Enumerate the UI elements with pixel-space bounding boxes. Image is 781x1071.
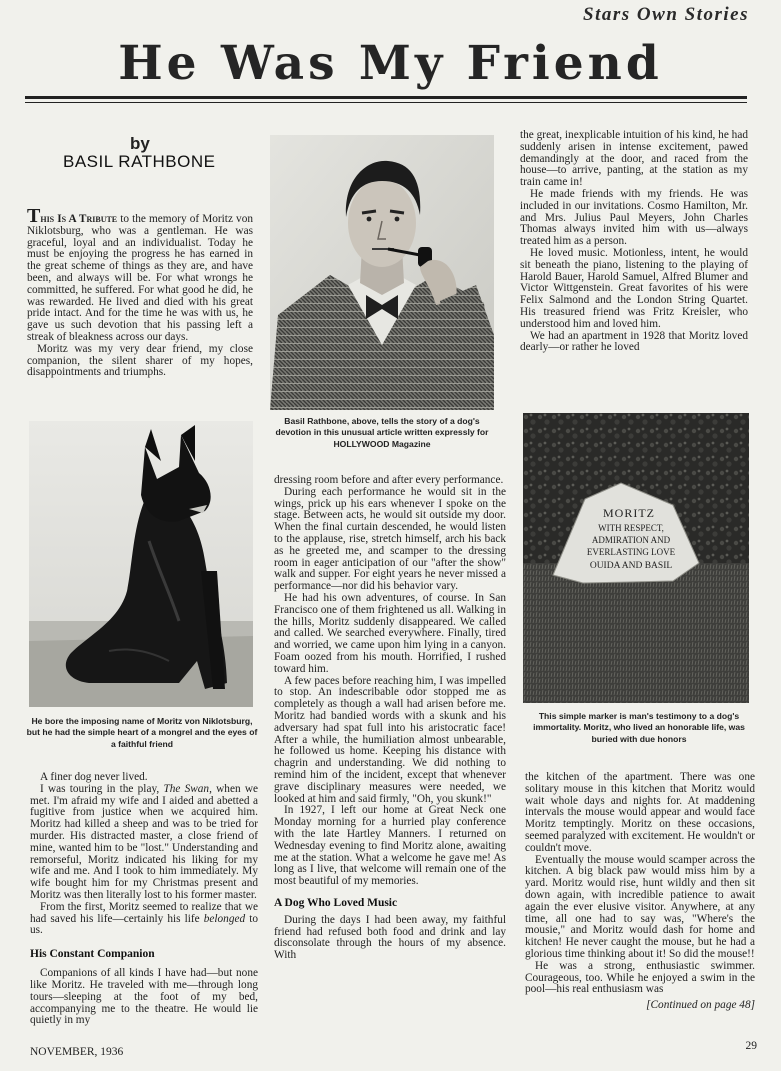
portrait-caption: Basil Rathbone, above, tells the story of a dog's devotion in this unusual article written expressly for HOLLYWOOD Magazine xyxy=(275,416,489,449)
intro-smallcaps: his Is A Tribute xyxy=(40,213,118,225)
paragraph: the great, inexplicable intuition of his kind, he had suddenly arisen in intense excitement, pawed demandingly at the door, and raced from the house—to arrive, panting, at the station as my train came in! xyxy=(520,129,748,189)
paragraph: During each performance he would sit in the wings, prick up his ears whenever I spoke on the stage. Between acts, he would sit outside my door. When the final curtain descended, he would listen to the applause, rise, stretch himself, arch his back as he greeted me, and scamper to the dressing room in eager anticipation of our "after the show" walk and supper. For eight years he never missed a performance—nor did his behavior vary. xyxy=(274,485,506,593)
play-title: The Swan, xyxy=(163,782,212,795)
article-headline: He Was My Friend xyxy=(118,36,663,91)
continued-note: [Continued on page 48] xyxy=(646,999,755,1012)
paragraph: A finer dog never lived. xyxy=(40,771,148,783)
drop-cap: T xyxy=(27,205,41,227)
paragraph: Eventually the mouse would scamper across the kitchen. A big black paw would miss him by a yard. Moritz would rise, hunt wildly and then sit down again, with incredible patience to await again the ever elusive visitor. Anywhere, at any time, all one had to say was, "Where's the mousie," and Moritz would dash for home and kitchen! He never caught the mouse, but he had a glorious time thinking about it! So did the mouse!! xyxy=(525,853,755,960)
grave-caption: This simple marker is man's testimony to a dog's immortality. Moritz, who lived an honorable life, was buried with due honors xyxy=(533,711,745,744)
section-kicker: Stars Own Stories xyxy=(583,4,749,25)
paragraph: During the days I had been away, my faithful friend had refused both food and drink and lay disconsolate through the hours of my absence. With xyxy=(274,913,506,962)
portrait-image xyxy=(270,135,494,410)
intro-block xyxy=(27,205,253,379)
paragraph: Companions of all kinds I have had—but none like Moritz. He traveled with me—through long tours—sleeping at the foot of my bed, accompanying me to the theatre. He would lie quietly in my xyxy=(30,967,258,1027)
byline-author: BASIL RATHBONE xyxy=(63,152,216,171)
paragraph: dressing room before and after every performance. xyxy=(274,474,504,486)
paragraph: He loved music. Motionless, intent, he would sit beneath the piano, listening to the playing of Harold Bauer, Harold Samuel, Alfred Blumer and Victor Wittgenstein. Great favorites of his were Felix Salmond and the London String Quartet. His treasured friend was Fritz Kreisler, who understood him and loved him. xyxy=(520,246,748,330)
paragraph: A few paces before reaching him, I was impelled to stop. An indescribable odor stopped me as completely as though a wall had arisen before me. Moritz had bandied words with a skunk and his adversary had spat full into his aristocratic face! After a while, the humiliation almost unbearable, he followed us home. Keeping his distance with chagrin and understanding. We did nothing to remind him of the incident, except that whenever grave disciplinary measures were needed, we looked at him and said firmly, "Oh, you skunk!" xyxy=(274,674,506,805)
grave-image xyxy=(523,413,749,703)
paragraph: the kitchen of the apartment. There was one solitary mouse in this kitchen that Moritz would wait whole days and nights for. At maddening intervals the mouse would appear and would face Moritz temptingly. Moritz on these occasions, seemed paralyzed with excitement. He wouldn't or couldn't move. xyxy=(525,771,755,854)
intro-paragraph xyxy=(27,205,253,344)
col1-bottom-block xyxy=(30,772,258,1027)
paragraph: He made friends with my friends. He was included in our invitations. Cosmo Hamilton, Mr. and Mrs. Julius Paul Meyers, John Charles Thomas always invited him with us—always treated him as a person. xyxy=(520,187,748,248)
subhead-music: A Dog Who Loved Music xyxy=(274,896,398,909)
grave-line: WITH RESPECT, xyxy=(598,523,664,533)
dog-image xyxy=(29,421,253,707)
dog-photo xyxy=(29,421,253,707)
subhead-companion: His Constant Companion xyxy=(30,948,155,961)
text-run: to us. xyxy=(30,912,258,937)
headline-rule-thin xyxy=(25,102,747,103)
col2-bottom-block xyxy=(274,475,506,962)
issue-date: NOVEMBER, 1936 xyxy=(30,1046,124,1058)
headline-rule-thick xyxy=(25,96,747,99)
dog-caption: He bore the imposing name of Moritz von Niklotsburg, but he had the simple heart of a mongrel and the eyes of a faithful friend xyxy=(26,716,258,749)
grave-line: OUIDA AND BASIL xyxy=(589,561,673,571)
paragraph: He had his own adventures, of course. In San Francisco one of them frightened us all. Walking in the hills, Moritz suddenly disappeared. We called and called. We searched everywhere. Finally, tired and worried, we came upon him lying in a canyon. Foam oozed from his mouth. Horrified, I rushed toward him. xyxy=(274,591,506,675)
paragraph xyxy=(30,784,258,902)
grave-line: EVERLASTING LOVE xyxy=(586,547,676,557)
text-run: From the first, Moritz seemed to realize that we had saved his life—certainly his life xyxy=(30,900,258,925)
portrait-photo xyxy=(270,135,494,410)
paragraph: We had an apartment in 1928 that Moritz loved dearly—or rather he loved xyxy=(520,329,748,354)
page-number: 29 xyxy=(745,1040,757,1052)
intro-text: to the memory of Moritz von Niklotsburg, who was a gentleman. He was graceful, loyal and an individualist. Today he must be enjoying the progress he has earned in the great scheme of things as they are, and have been, and always will be. For what wrongs he committed, he suffered. For what good he did, he was rewarded. He lived and died with his great pride intact. And for the time he was with us, he gave us such devotion that his passing left a streak of bleakness across our days. xyxy=(27,213,253,343)
byline-by: by xyxy=(130,134,150,153)
emphasis: belonged xyxy=(203,912,246,925)
col3-bottom-block xyxy=(525,772,755,1011)
grave-photo xyxy=(523,413,749,703)
text-run: I was touring in the play, xyxy=(40,782,164,795)
grave-name: MORITZ xyxy=(603,506,655,520)
paragraph: He was a strong, enthusiastic swimmer. Courageous, too. While he enjoyed a swim in the pool—his real enthusiasm was xyxy=(525,959,755,996)
col3-top-block xyxy=(520,130,748,354)
grave-line: ADMIRATION AND xyxy=(591,535,671,545)
text-run: when we met. I'm afraid my wife and I aided and abetted a fugitive from justice when we acquired him. Moritz had killed a sheep and was to be tried for murder. His distracted master, a close friend of mine, wanted him to be "lost." Understanding and remorseful, Moritz indicated his liking for my wife and me. And I took to him immediately. My wife bought him for my Christmas present and Moritz was then literally lost to his former master. xyxy=(30,782,259,901)
paragraph xyxy=(30,902,258,937)
paragraph: In 1927, I left our home at Great Neck one Monday morning for a hurried play conference with the late Hartley Manners. I returned on Wednesday evening to find Moritz alone, awaiting me at the station. What a welcome he gave me! As long as I live, that welcome will remain one of the most beautiful of my memories. xyxy=(274,804,506,888)
paragraph: Moritz was my very dear friend, my close companion, the silent sharer of my hopes, disappointments and triumphs. xyxy=(27,342,253,379)
